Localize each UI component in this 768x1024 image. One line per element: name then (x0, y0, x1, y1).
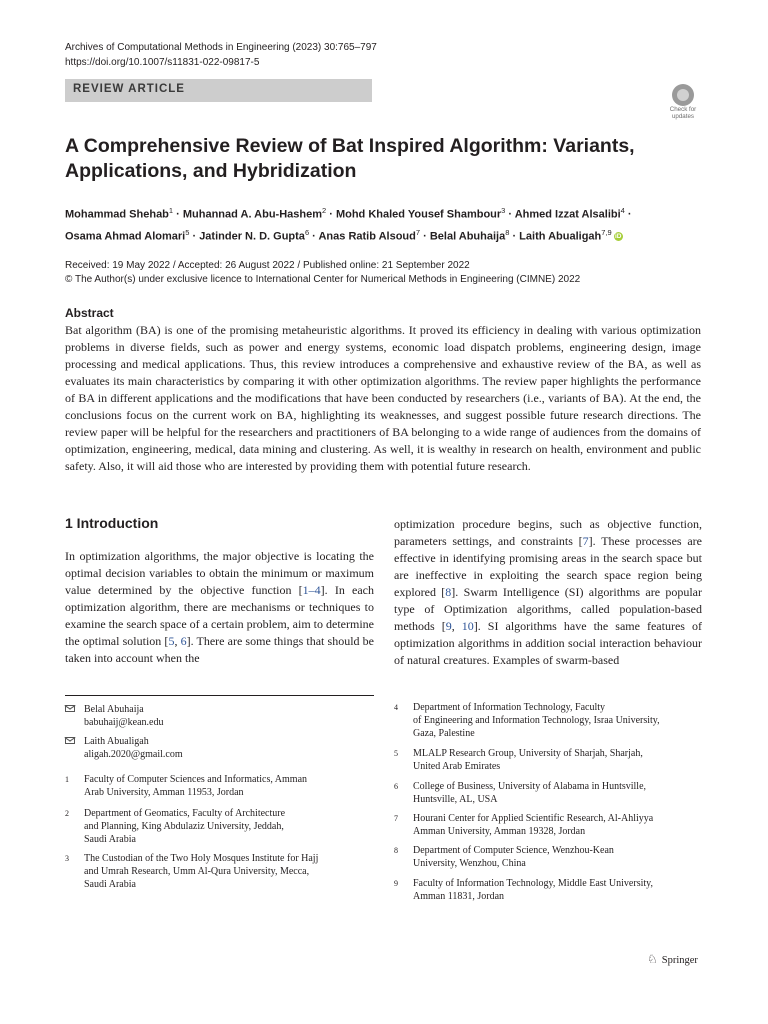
citation-link[interactable]: 5 (168, 634, 175, 648)
author-line-1: Mohammad Shehab$^1$ · Muhannad A. Abu-Hashem$^2$ · Mohd Khaled Yousef Shambour$^3$ · Ahmed Izzat Alsalibi$^4$ · (65, 206, 632, 221)
doi-link[interactable]: https://doi.org/10.1007/s11831-022-09817-5 (65, 57, 260, 68)
body-column-left: In optimization algorithms, the major objective is locating the optimal decision variables to obtain the minimum or maximum value determined by the objective function [1–4]. In each optimization algorithm, there are mechanisms or techniques to examine the search space of a certain problem, aim to determine the optimal solution [5, 6]. There are some things that should be taken into account when the (65, 549, 375, 665)
citation-link[interactable]: 7 (582, 534, 589, 548)
springer-horse-icon: ♘ (647, 952, 658, 966)
citation-link[interactable]: 8 (445, 585, 452, 599)
affiliation-entry: 5 MLALP Research Group, University of Sharjah, Sharjah, United Arab Emirates (394, 748, 643, 772)
abstract-text: Bat algorithm (BA) is one of the promising metaheuristic algorithms. It proved its efficiency in dealing with various optimization problems in diverse fields, such as power and energy systems, economic load dispatch problems, engineering design, image processing and medical applications. Thus, this review introduces a comprehensive and exhaustive review of the BA, as well as evaluates its main characteristics by comparing it with other optimization algorithms. The review paper highlights the performance of BA in different applications and the modifications that have been conducted by researchers (i.e., variants of BA). At the end, the conclusions focus on the current work on BA, highlighting its weaknesses, and suggest possible future research directions. The review paper will be helpful for the researchers and practitioners of BA belonging to a wide range of audiences from the domains of optimization, engineering, medical, data mining and clustering. As well, it is wealthy in research on health, environment and public safety. Also, it will aid those who are interested by providing them with potential future research. (65, 323, 701, 473)
affiliation-entry: 9 Faculty of Information Technology, Middle East University, Amman 11831, Jordan (394, 878, 653, 902)
affiliation-entry: 1 Faculty of Computer Sciences and Informatics, Amman Arab University, Amman 11953, Jordan (65, 774, 308, 798)
envelope-icon (65, 705, 75, 712)
article-type-banner (65, 79, 372, 102)
citation-link[interactable]: 1–4 (302, 583, 321, 597)
author-name[interactable]: Jatinder N. D. Gupta (199, 230, 305, 243)
check-for-updates-label: Check for updates (669, 106, 697, 120)
affiliation-entry: 8 Department of Computer Science, Wenzhou-Kean University, Wenzhou, China (394, 845, 614, 869)
footnote-divider (65, 695, 374, 696)
author-list (65, 202, 705, 245)
check-for-updates-badge[interactable] (664, 84, 702, 124)
contact-name: Laith Abualigah (84, 736, 149, 747)
affiliation-entry: 7 Hourani Center for Applied Scientific Research, Al-Ahliyya Amman University, Amman 19328, Jordan (394, 813, 654, 837)
author-name[interactable]: Ahmed Izzat Alsalibi (514, 208, 621, 221)
contact-name: Belal Abuhaija (84, 704, 144, 715)
author-name[interactable]: Mohammad Shehab (65, 208, 169, 221)
abstract-heading: Abstract (65, 306, 114, 320)
publication-dates: Received: 19 May 2022 / Accepted: 26 August 2022 / Published online: 21 September 2022 (65, 260, 470, 271)
author-name[interactable]: Mohd Khaled Yousef Shambour (335, 208, 502, 221)
affiliation-entry: 2 Department of Geomatics, Faculty of Architecture and Planning, King Abdulaziz University, Jeddah, Saudi Arabia (65, 808, 286, 845)
copyright-notice: © The Author(s) under exclusive licence to International Center for Numerical Methods in Engineering (CIMNE) 2022 (65, 274, 581, 285)
affiliation-entry: 4 Department of Information Technology, Faculty of Engineering and Information Technology, Israa University, Gaza, Palestine (394, 702, 660, 739)
affiliation-entry: 3 The Custodian of the Two Holy Mosques Institute for Hajj and Umrah Research, Umm Al-Qura University, Mecca, Saudi Arabia (65, 853, 319, 890)
citation-link[interactable]: 9 (445, 619, 452, 633)
contact-email[interactable]: aligah.2020@gmail.com (84, 749, 183, 760)
citation-link[interactable]: 10 (461, 619, 474, 633)
affiliation-entry: 6 College of Business, University of Alabama in Huntsville, Huntsville, AL, USA (394, 781, 647, 805)
author-line-2: Osama Ahmad Alomari$^5$ · Jatinder N. D. Gupta$^6$ · Anas Ratib Alsoud$^7$ · Belal Abuhaija$^8$ · Laith Abualigah$^{7,9}$ iD (65, 227, 622, 243)
publisher-logo (647, 952, 698, 967)
check-for-updates-icon (672, 84, 694, 106)
author-name[interactable]: Anas Ratib Alsoud (318, 230, 416, 243)
orcid-icon[interactable]: iD (614, 232, 622, 240)
article-type-label: REVIEW ARTICLE (73, 83, 185, 95)
contact-entry (65, 735, 374, 763)
article-title: A Comprehensive Review of Bat Inspired Algorithm: Variants, Applications, and Hybridization (65, 135, 635, 182)
citation-link[interactable]: 6 (180, 634, 187, 648)
journal-citation: Archives of Computational Methods in Engineering (2023) 30:765–797 (65, 42, 377, 53)
author-name[interactable]: Osama Ahmad Alomari (65, 230, 186, 243)
body-column-right: optimization procedure begins, such as objective function, parameters settings, and constraints [7]. These processes are effective in identifying promising areas in the search space but are ineffective in exploiting the search space region being explored [8]. Swarm Intelligence (SI) algorithms are popular type of Optimization algorithms, called population-based methods [9, 10]. SI algorithms have the same features of optimization algorithms in addition social interaction behaviour of natural creatures. Examples of swarm-based (394, 517, 703, 667)
author-name[interactable]: Belal Abuhaija (429, 230, 506, 243)
author-name[interactable]: Muhannad A. Abu-Hashem (182, 208, 322, 221)
envelope-icon (65, 737, 75, 744)
contact-email[interactable]: babuhaij@kean.edu (84, 717, 164, 728)
publisher-name: Springer (661, 955, 698, 966)
contact-entry (65, 703, 374, 731)
author-name[interactable]: Laith Abualigah (519, 230, 602, 243)
section-heading-introduction: 1 Introduction (65, 515, 159, 531)
